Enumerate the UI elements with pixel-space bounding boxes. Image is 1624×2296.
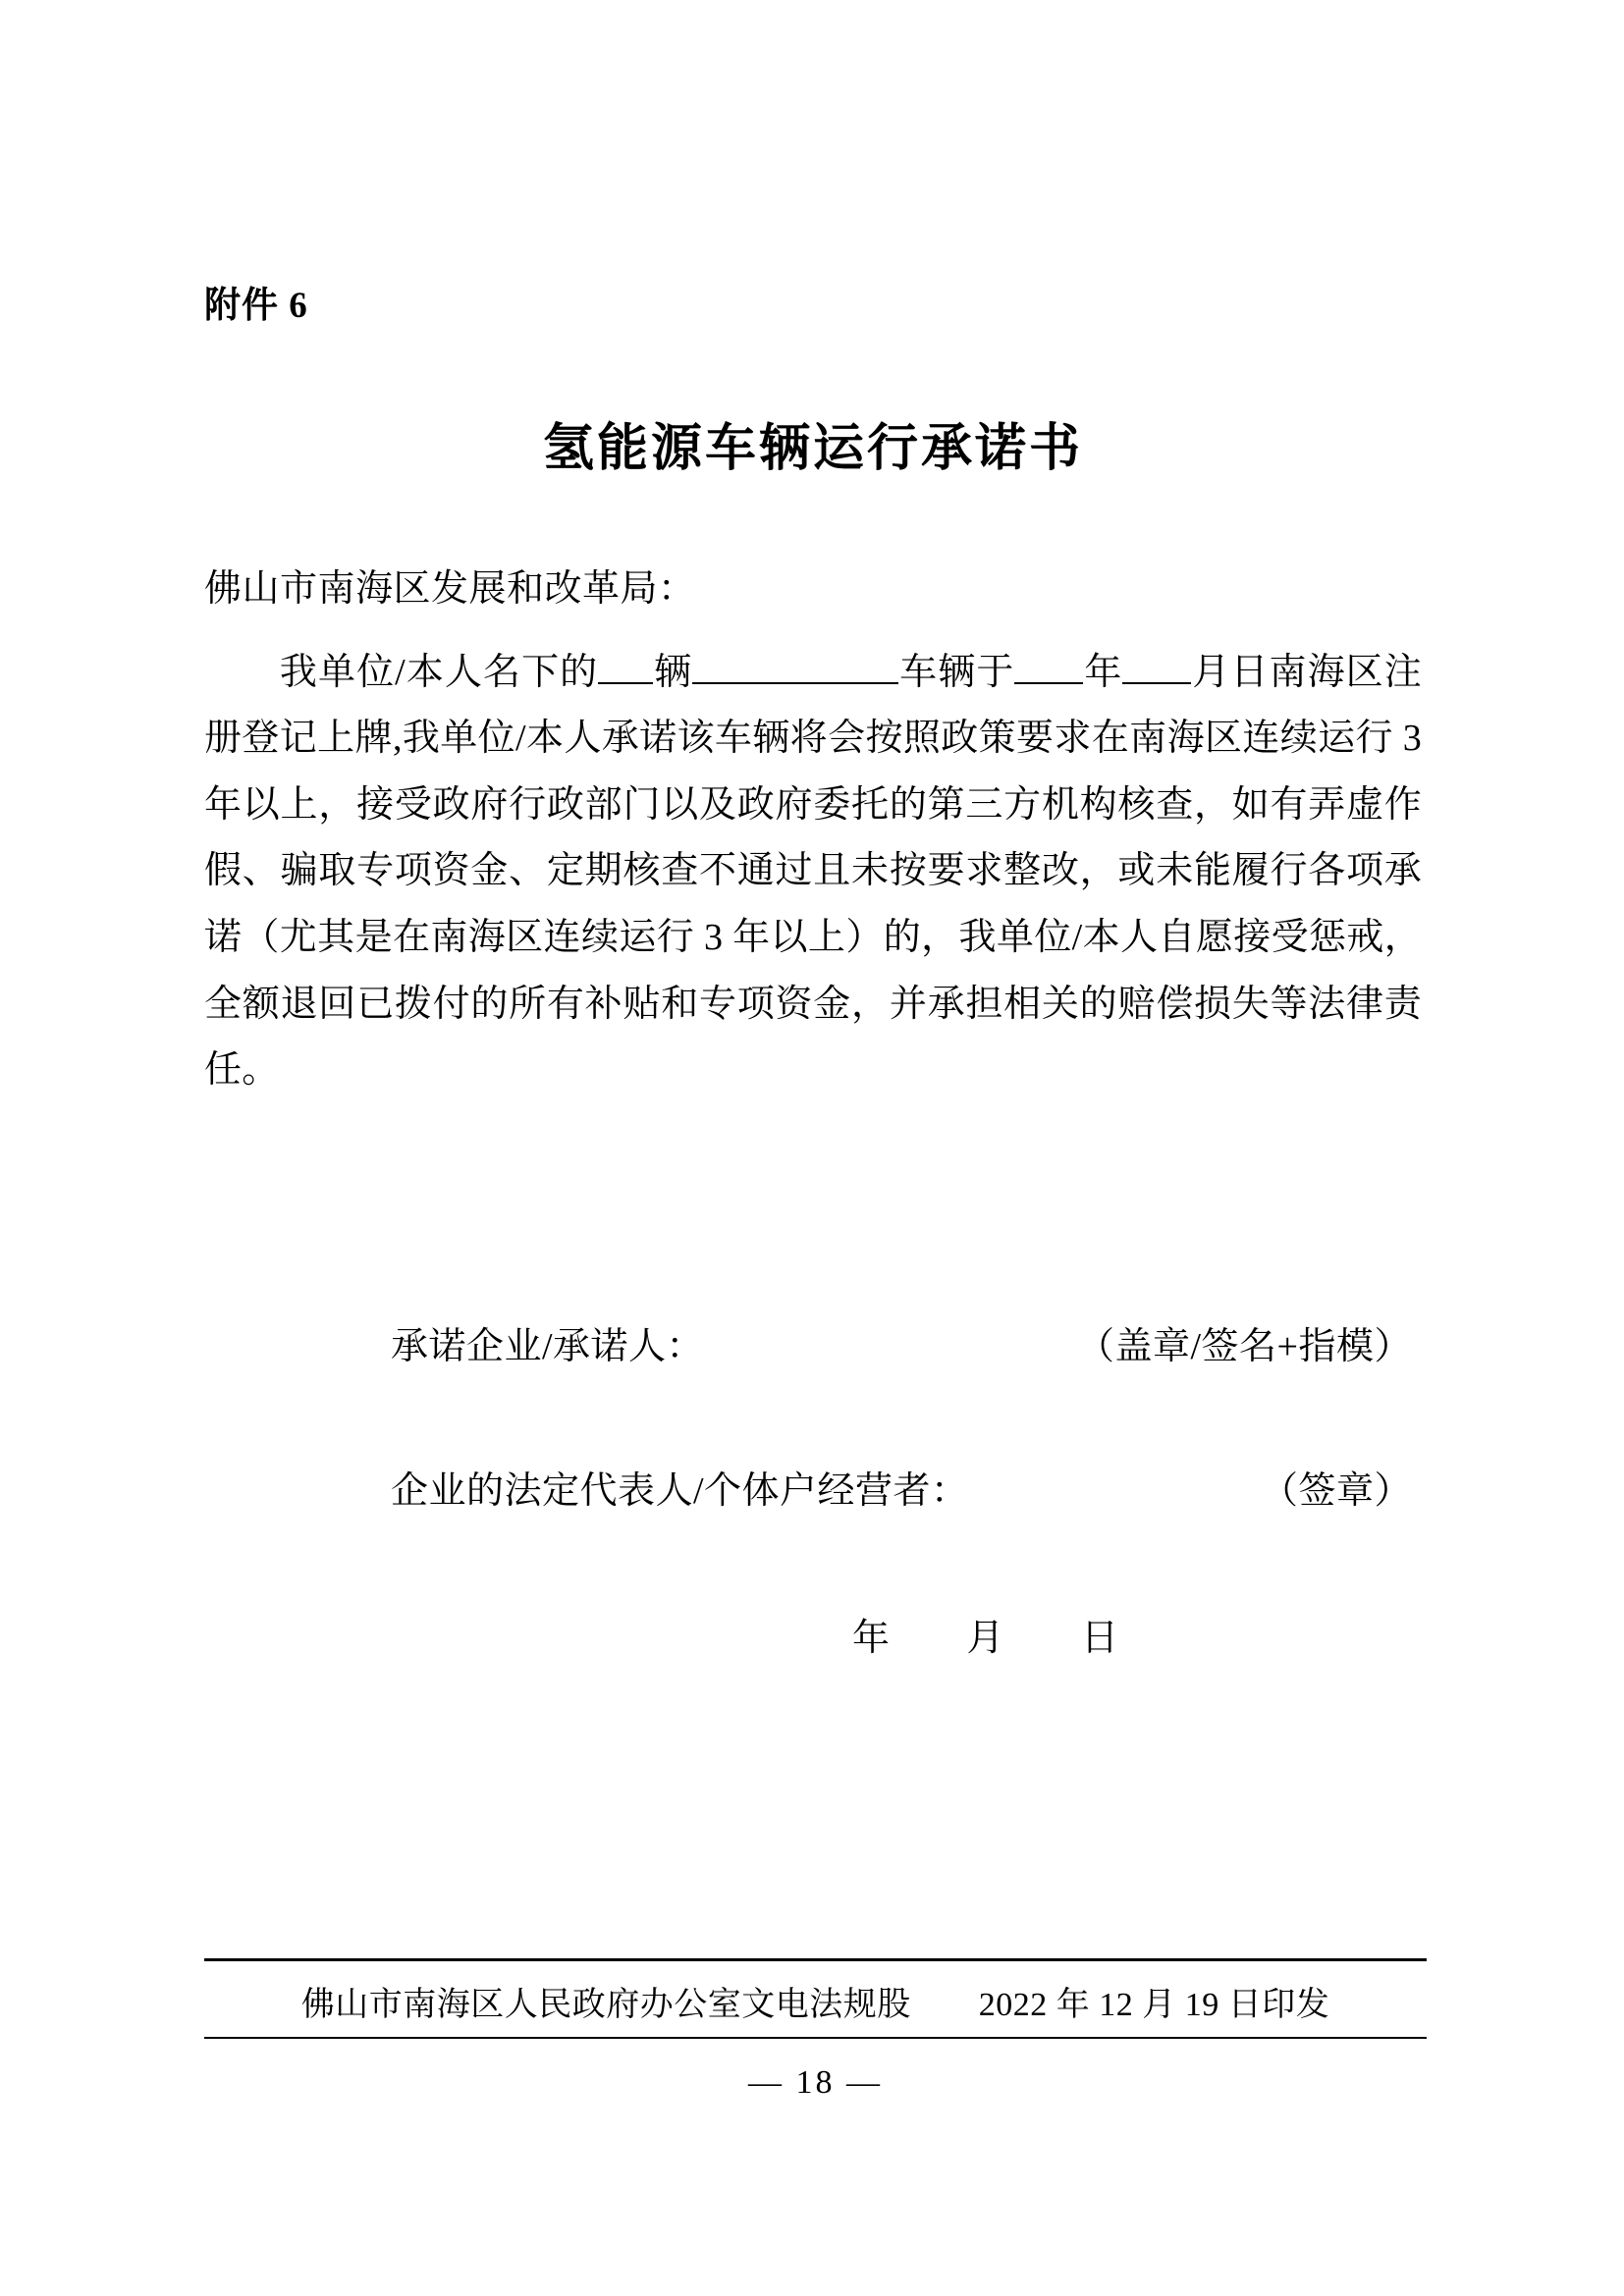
- page-footer: [204, 1958, 1427, 2102]
- addressee-line: 佛山市南海区发展和改革局：: [204, 568, 696, 611]
- body-segment-1: 我单位/本人名下的: [279, 651, 599, 693]
- commitment-body: [204, 640, 1422, 1104]
- vehicle-model-blank[interactable]: [692, 649, 898, 684]
- signature-date-row: [204, 1607, 1422, 1661]
- page-number: — 18 —: [748, 2064, 883, 2101]
- date-month-label: 月: [966, 1617, 1005, 1659]
- legal-rep-signature-note: （签章）: [1260, 1469, 1412, 1512]
- body-segment-5: 月: [1191, 651, 1231, 693]
- year-blank[interactable]: [1014, 649, 1083, 684]
- date-year-label: 年: [852, 1617, 891, 1659]
- body-segment-3: 车辆于: [898, 651, 1015, 693]
- company-signature-note: （盖章/签名+指模）: [1077, 1325, 1412, 1367]
- legal-rep-signature-label: 企业的法定代表人/个体户经营者：: [391, 1469, 969, 1512]
- document-content: [204, 0, 1422, 1661]
- footer-issuer-text: 佛山市南海区人民政府办公室文电法规股 2022 年 12 月 19 日印发: [300, 1987, 1330, 2023]
- signature-row-company: [204, 1315, 1422, 1369]
- company-signature-label: 承诺企业/承诺人：: [391, 1325, 705, 1367]
- page-title: 氢能源车辆运行承诺书: [542, 421, 1083, 478]
- vehicle-count-blank[interactable]: [598, 649, 653, 684]
- date-day-label: 日: [1081, 1617, 1119, 1659]
- footer-rule-bottom: [204, 2037, 1427, 2039]
- attachment-label: 附件 6: [204, 286, 308, 326]
- body-segment-2: 辆: [653, 651, 693, 693]
- month-blank[interactable]: [1122, 649, 1191, 684]
- body-segment-6: 日南海区注册登记上牌,我单位/本人承诺该车辆将会按照政策要求在南海区连续运行 3 年以上，接受政府行政部门以及政府委托的第三方机构核查，如有弄虚作假、骗取专项资金、定期核查不通过且未按要求整改，或未能履行各项承诺（尤其是在南海区连续运行 3 年以上）的，我单位/本人自愿接受惩戒，全额退回已拨付的所有补贴和专项资金，并承担相关的赔偿损失等法律责任。: [204, 651, 1422, 1092]
- signature-block: [204, 1315, 1422, 1661]
- body-segment-4: 年: [1083, 651, 1123, 693]
- signature-row-legal-rep: [204, 1460, 1422, 1514]
